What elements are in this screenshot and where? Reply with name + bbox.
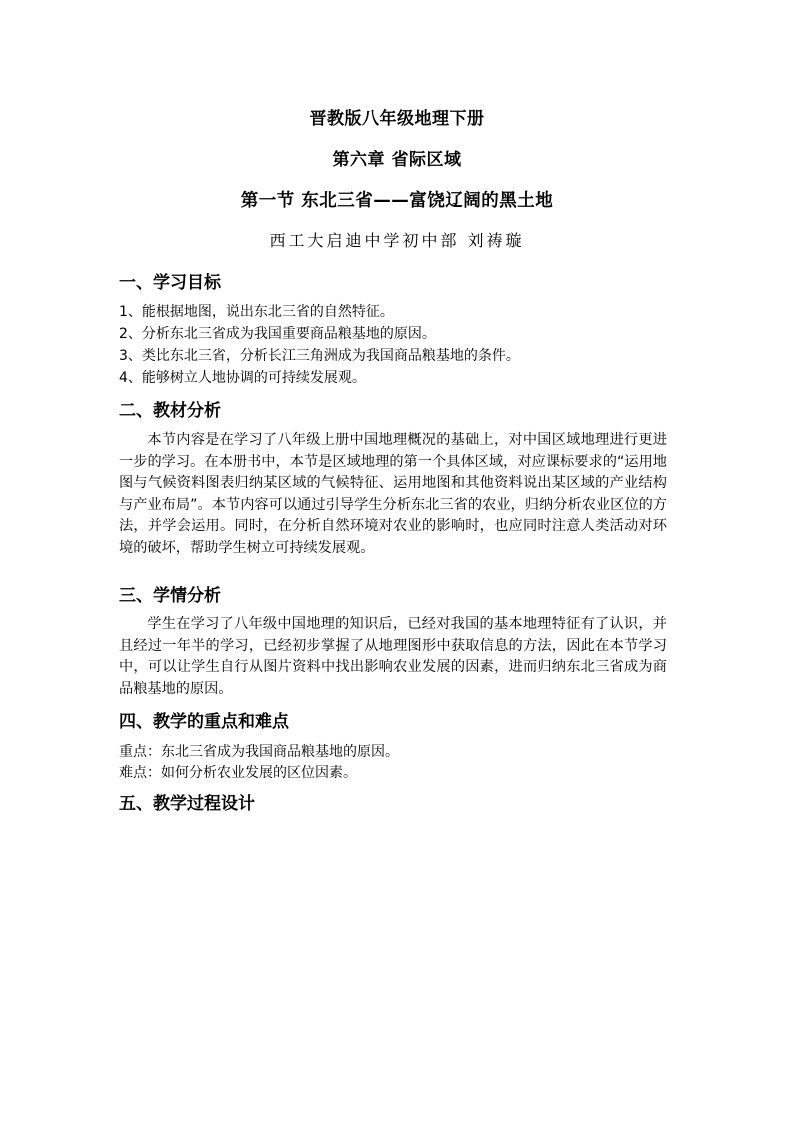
section-title: 第一节 东北三省——富饶辽阔的黑土地 <box>240 191 554 211</box>
objective-item: 1、能根据地图，说出东北三省的自然特征。 <box>119 304 394 320</box>
heading-key-points: 四、教学的重点和难点 <box>119 712 289 732</box>
heading-learning-objectives: 一、学习目标 <box>119 273 221 293</box>
heading-student-analysis: 三、学情分析 <box>119 586 221 606</box>
objective-item: 2、分析东北三省成为我国重要商品粮基地的原因。 <box>119 326 436 342</box>
book-title: 晋教版八年级地理下册 <box>309 109 485 129</box>
student-analysis-paragraph: 学生在学习了八年级中国地理的知识后，已经对我国的基本地理特征有了认识，并且经过一年半的学习，已经初步掌握了从地理图形中获取信息的方法，因此在本节学习中，可以让学生自行从图片资料中找出影响农业发展的因素，进而归纳东北三省成为商品粮基地的原因。 <box>119 616 667 697</box>
heading-teaching-process: 五、教学过程设计 <box>119 794 255 814</box>
author-line: 西工大启迪中学初中部 刘祷璇 <box>269 231 525 250</box>
objective-item: 4、能够树立人地协调的可持续发展观。 <box>119 370 366 386</box>
textbook-analysis-paragraph: 本节内容是在学习了八年级上册中国地理概况的基础上，对中国区域地理进行更进一步的学习。在本册书中，本节是区域地理的第一个具体区域，对应课标要求的“运用地图与气候资料图表归纳某区域的气候特征、运用地图和其他资料说出某区域的产业结构与产业布局”。本节内容可以通过引导学生分析东北三省的农业，归纳分析农业区位的方法，并学会运用。同时，在分析自然环境对农业的影响时，也应同时注意人类活动对环境的破坏，帮助学生树立可持续发展观。 <box>119 432 667 556</box>
key-point-item: 重点：东北三省成为我国商品粮基地的原因。 <box>119 744 399 760</box>
chapter-title: 第六章 省际区域 <box>332 150 462 170</box>
difficulty-item: 难点：如何分析农业发展的区位因素。 <box>119 765 357 781</box>
heading-textbook-analysis: 二、教材分析 <box>119 401 221 421</box>
objective-item: 3、类比东北三省，分析长江三角洲成为我国商品粮基地的条件。 <box>119 348 520 364</box>
